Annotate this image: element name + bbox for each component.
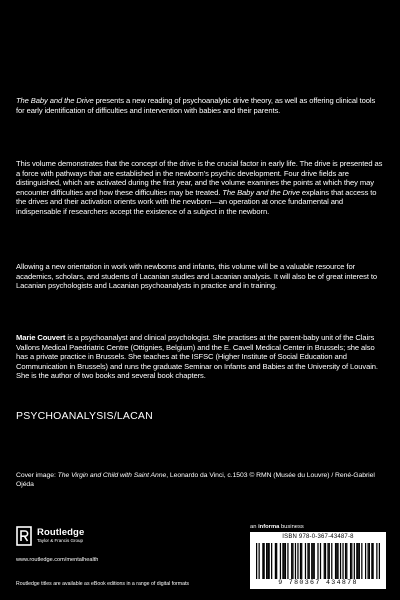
author-bio xyxy=(16,333,384,381)
blurb-paragraph-2-end: explains that access to the drives and their activation orients work with the newborn—an operation at once fundamental and indispensable if researchers accept the existence of a subject in the newborn. xyxy=(16,187,377,216)
author-name: Marie Couvert xyxy=(16,333,66,342)
cover-credit-rest: , Leonardo da Vinci, c.1503 © RMN (Musée du Louvre) / René-Gabriel Ojéda xyxy=(16,472,375,488)
barcode-bars xyxy=(256,543,380,579)
informa-brand: informa xyxy=(258,524,280,530)
publisher-logo xyxy=(16,526,126,546)
cover-image-credit xyxy=(16,471,384,489)
informa-tagline xyxy=(250,524,304,530)
subject-category: PSYCHOANALYSIS/LACAN xyxy=(16,410,153,422)
routledge-r-icon xyxy=(16,526,32,546)
informa-suffix: business xyxy=(279,524,304,530)
isbn-barcode xyxy=(250,532,386,589)
author-bio-text: is a psychoanalyst and clinical psychologist. She practises at the parent-baby unit of the Clairs Vallons Medical Paedriatric Centre (Ottignies, Belgium) and the E. Cavell Medical Center in Brussels; she also has a private practice in Brussels. She teaches at the ISFSC (Higher Institute of Social Education and Communication in Brussels) and runs the graduate Seminar on Infants and Babies at the University of Louvain. She is the author of two books and several book chapters. xyxy=(16,333,378,381)
blurb-paragraph-1-text: presents a new reading of psychoanalytic drive theory, as well as offering clinical tools for early identification of difficulties and intervention with babies and their parents. xyxy=(16,96,376,115)
publisher-group: Taylor & Francis Group xyxy=(37,538,84,543)
ebook-footnote: Routledge titles are available as eBook editions in a range of digital formats xyxy=(16,581,190,587)
publisher-name: Routledge xyxy=(37,527,85,538)
blurb-paragraph-2-start: This volume demonstrates that the concept of the drive is the crucial factor in early life. The drive is presented as a force with pathways that are established in the newborn’s psychic development. Four drive fields are distinguished, which are activated during the first year, and the volume examines the points at which they may encounter difficulties and how these difficulties may be treated. xyxy=(16,159,383,197)
blurb-paragraph-1 xyxy=(16,96,384,115)
blurb-paragraph-3 xyxy=(16,262,384,291)
barcode-digits: 9 780367 434878 xyxy=(278,579,358,586)
blurb-paragraph-2 xyxy=(16,159,384,217)
informa-prefix: an xyxy=(250,524,259,530)
isbn-number: ISBN 978-0-367-43487-8 xyxy=(282,534,354,540)
cover-credit-title: The Virgin and Child with Saint Anne xyxy=(57,472,167,479)
publisher-website[interactable]: www.routledge.com/mentalhealth xyxy=(16,557,99,563)
blurb-paragraph-3-text: Allowing a new orientation in work with newborns and infants, this volume will be a valuable resource for academics, scholars, and students of Lacanian studies and Lacanian analysis. It will also be of great interest to Lacanian psychologists and Lacanian psychoanalysts in practice and in training. xyxy=(16,262,378,291)
book-title-italic: The Baby and the Drive xyxy=(16,96,94,105)
book-title-italic: The Baby and the Drive xyxy=(222,187,300,197)
cover-credit-prefix: Cover image: xyxy=(16,472,58,479)
